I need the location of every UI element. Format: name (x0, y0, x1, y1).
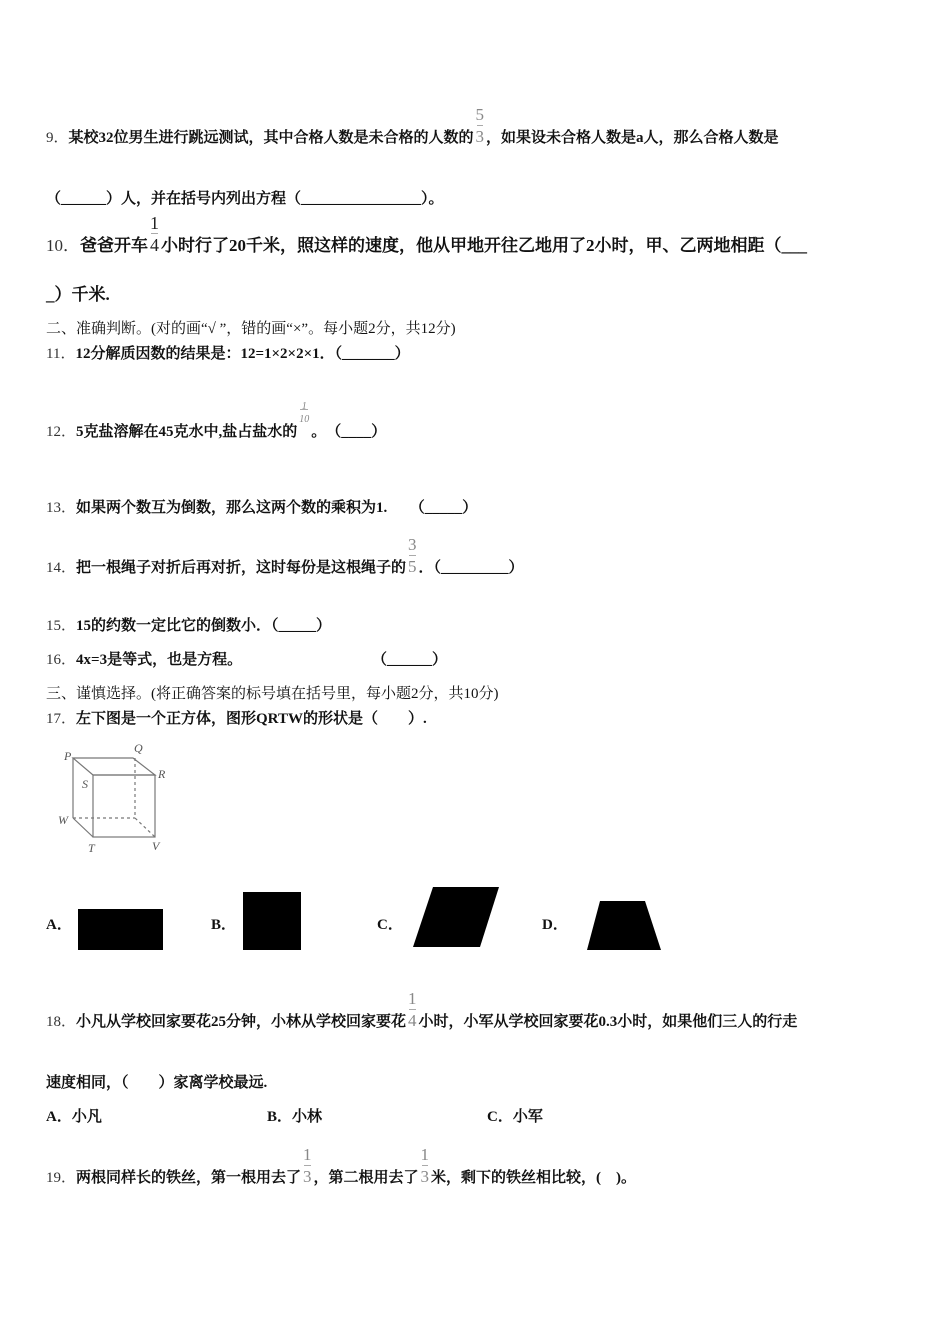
question-text: 15的约数一定比它的倒数小．（_____） (76, 618, 332, 634)
question-text: 小时，小军从学校回家要花0.3小时，如果他们三人的行走 (418, 1014, 798, 1030)
question-number: 17． (46, 711, 77, 727)
question-text: 爸爸开车 (80, 236, 148, 255)
question-18-line2: 速度相同，（ ）家离学校最远. (46, 1075, 268, 1091)
cube-label-t: T (88, 841, 95, 855)
fraction (408, 989, 417, 1031)
section-3-heading: 三、谨慎选择。(将正确答案的标号填在括号里，每小题2分，共10分) (46, 686, 499, 702)
section-2-heading: 二、准确判断。(对的画“√ ”，错的画“×”。每小题2分，共12分) (46, 321, 456, 337)
numerator: 1 (150, 213, 159, 233)
question-number: 11． (46, 346, 76, 362)
option-c-parallelogram (413, 887, 499, 947)
question-text: 5克盐溶解在45克水中,盐占盐水的 (76, 424, 298, 440)
cube-label-w: W (58, 813, 68, 827)
cube-label-p: P (64, 749, 72, 763)
numerator: 3 (408, 535, 417, 554)
cube-label-r: R (158, 767, 166, 781)
question-text: 如果两个数互为倒数，那么这两个数的乘积为1. （_____） (76, 500, 478, 516)
option-c-label[interactable]: C． (377, 917, 403, 933)
option-b-square (243, 892, 301, 950)
question-text: 某校32位男生进行跳远测试，其中合格人数是未合格的人数的 (68, 130, 474, 146)
question-text: ．（_________） (418, 560, 524, 576)
denominator: 10 (299, 414, 310, 425)
question-number: 12． (46, 424, 77, 440)
numerator: 1 (408, 989, 417, 1008)
numerator: 1 (420, 1145, 430, 1164)
option-c[interactable]: C．小军 (487, 1109, 543, 1125)
option-a[interactable]: A．小凡 (46, 1109, 102, 1125)
question-text: 左下图是一个正方体，图形QRTW的形状是（ ）. (76, 711, 427, 727)
question-text: 米，剩下的铁丝相比较，( )。 (431, 1170, 637, 1186)
fraction (420, 1145, 430, 1187)
question-text: 小时行了20千米，照这样的速度，他从甲地开往乙地用了2小时，甲、乙两地相距（___ (161, 236, 807, 255)
question-10-line2: _）千米. (46, 285, 110, 304)
option-d-label[interactable]: D． (542, 917, 568, 933)
question-number: 18． (46, 1014, 77, 1030)
denominator: 4 (408, 1011, 417, 1030)
fraction (303, 1145, 312, 1187)
question-text: 把一根绳子对折后再对折，这时每份是这根绳子的 (76, 560, 407, 576)
question-19 (46, 1145, 637, 1188)
cube-label-v: V (152, 839, 160, 853)
option-d-trapezoid (587, 901, 661, 950)
question-text: 4x=3是等式，也是方程。 (76, 652, 243, 668)
question-text: ，如果设未合格人数是a人，那么合格人数是 (486, 130, 779, 146)
question-number: 15． (46, 618, 77, 634)
denominator: 3 (303, 1167, 312, 1186)
question-text: 12分解质因数的结果是：12=1×2×2×1．（_______） (75, 346, 410, 362)
denominator: 5 (408, 557, 417, 576)
option-b[interactable]: B．小林 (267, 1109, 323, 1125)
denominator: 4 (150, 235, 159, 255)
denominator: 3 (475, 127, 485, 146)
question-number: 16． (46, 652, 77, 668)
numerator: 5 (475, 105, 485, 124)
question-number: 9． (46, 130, 69, 146)
question-text: 小凡从学校回家要花25分钟，小林从学校回家要花 (76, 1014, 407, 1030)
cube-label-q: Q (134, 741, 143, 755)
cube-figure (73, 758, 155, 837)
question-text: 。 （____） (311, 424, 387, 440)
question-text: ，第二根用去了 (313, 1170, 419, 1186)
question-18 (46, 989, 798, 1032)
question-number: 10． (46, 236, 80, 255)
question-9-line2: （______）人，并在括号内列出方程（________________）。 (46, 191, 444, 207)
option-a-label[interactable]: A． (46, 917, 72, 933)
question-number: 19． (46, 1170, 77, 1186)
option-a-rectangle (78, 909, 163, 950)
denominator: 3 (420, 1167, 430, 1186)
question-number: 13． (46, 500, 77, 516)
question-text: 两根同样长的铁丝，第一根用去了 (76, 1170, 302, 1186)
question-16-blank: （______） (372, 652, 448, 668)
question-number: 14． (46, 560, 77, 576)
cube-label-s: S (82, 777, 88, 791)
numerator: 1 (303, 1145, 312, 1164)
numerator: 1 (301, 401, 307, 412)
option-b-label[interactable]: B． (211, 917, 237, 933)
